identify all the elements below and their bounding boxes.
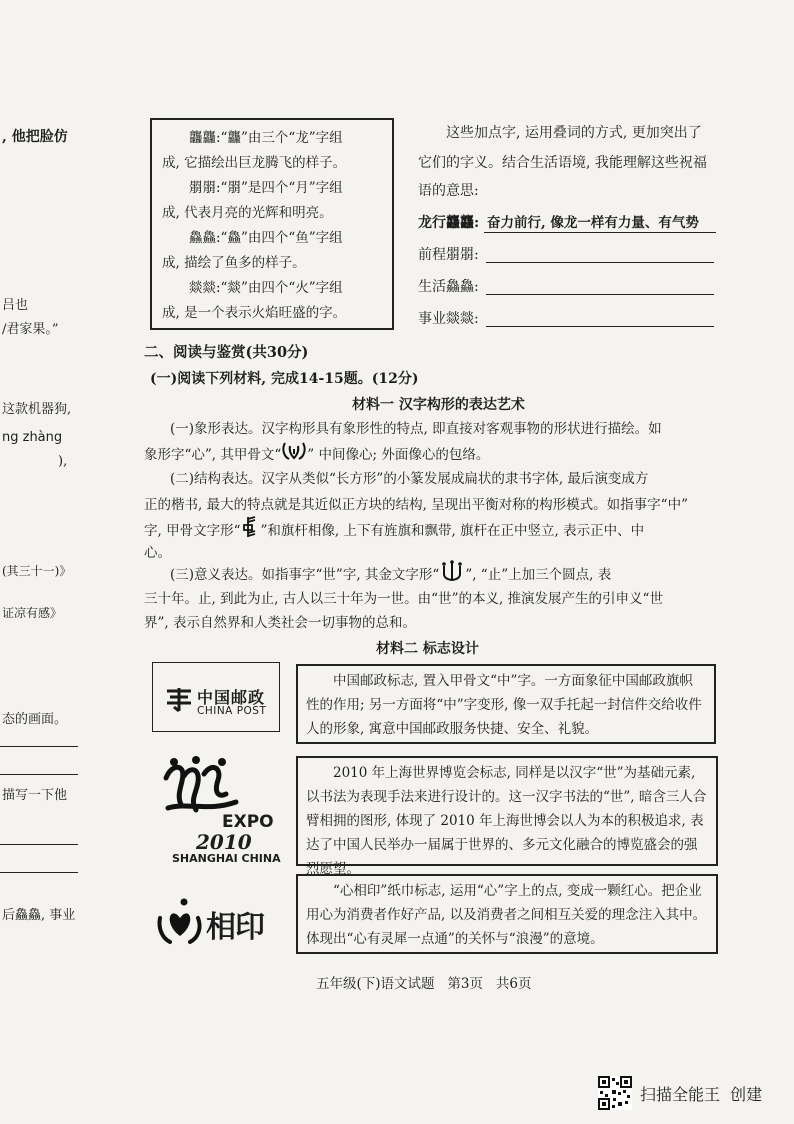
answer-line[interactable] bbox=[486, 294, 714, 295]
heart-icon bbox=[154, 896, 206, 946]
answer-line[interactable] bbox=[486, 262, 714, 263]
watermark-text: 扫描全能王 创建 bbox=[640, 1085, 763, 1104]
answer-value: 奋力前行, 像龙一样有力量、有气势 bbox=[487, 215, 699, 231]
answer-line bbox=[0, 872, 78, 873]
paragraph-line: 正的楷书, 最大的特点就是其近似正方块的结构, 呈现出平衡对称的构形模式。如指事字“中” bbox=[144, 497, 688, 513]
section-title: 二、阅读与鉴赏(共30分) bbox=[144, 344, 309, 361]
expo-city: SHANGHAI CHINA bbox=[172, 852, 281, 865]
post-description: 中国邮政标志, 置入甲骨文“中”字。一方面象征中国邮政旗帜性的作用; 另一方面将“中”字变形, 像一双手托起一封信件交给收件人的形象, 寓意中国邮政服务快捷、安全、礼貌。 bbox=[306, 673, 702, 737]
text-span: 象形字“心”, 其甲骨文“ bbox=[144, 447, 282, 463]
text-span: (三)意义表达。如指事字“世”字, 其金文字形“ bbox=[170, 567, 440, 583]
china-post-emblem-icon bbox=[165, 685, 193, 713]
paragraph-line: 心。 bbox=[144, 545, 171, 561]
qr-code-icon bbox=[598, 1076, 632, 1110]
box-line: 成, 它描绘出巨龙腾飞的样子。 bbox=[162, 155, 347, 171]
china-post-logo bbox=[152, 662, 280, 732]
expo-description-box bbox=[296, 756, 718, 877]
left-fragment: 证凉有感》 bbox=[2, 606, 63, 620]
left-fragment: /君家果。” bbox=[2, 322, 59, 337]
answer-label: 前程朤朤: bbox=[418, 247, 479, 263]
answer-line bbox=[0, 774, 78, 775]
box-line: 成, 描绘了鱼多的样子。 bbox=[162, 255, 306, 271]
answer-line bbox=[0, 844, 78, 845]
left-fragment: ng zhàng bbox=[2, 430, 63, 445]
post-description-box bbox=[296, 664, 716, 744]
paragraph-line: 三十年。止, 到此为止, 古人以三十年为一世。由“世”的本义, 推演发展产生的引申义“世 bbox=[144, 591, 663, 607]
paragraph-line bbox=[144, 516, 644, 547]
oracle-zhong-glyph bbox=[240, 516, 260, 547]
expo-word: EXPO bbox=[222, 812, 274, 832]
intro-line: 它们的字义。结合生活语境, 我能理解这些祝福 bbox=[418, 155, 707, 171]
intro-line: 语的意思: bbox=[418, 183, 479, 199]
material-title: 材料一 汉字构形的表达艺术 bbox=[352, 397, 525, 413]
box-line: 朤朤:“朤”是四个“月”字组 bbox=[189, 180, 343, 196]
page-footer: 五年级(下)语文试题 第3页 共6页 bbox=[316, 976, 532, 992]
text-span: ” 中间像心; 外面像心的包络。 bbox=[307, 447, 490, 463]
intro-line: 这些加点字, 运用叠词的方式, 更加突出了 bbox=[446, 125, 702, 141]
expo-description: 2010 年上海世界博览会标志, 同样是以汉字“世”为基础元素, 以书法为表现手法来进行设计的。这一汉字书法的“世”, 暗含三人合臂相拥的图形, 体现了 2010 年上海世博会以人为本的积极追求, 表达了中国人民举办一届属于世界的、多元文化融合的博览盛会的强烈愿望。 bbox=[306, 765, 707, 877]
text-span: ”和旗杆相像, 上下有旌旗和飘带, 旗杆在正中竖立, 表示正中、中 bbox=[260, 523, 645, 539]
box-line: 燚燚:“燚”由四个“火”字组 bbox=[189, 280, 343, 296]
heart-text: 相印 bbox=[206, 910, 264, 945]
left-fragment: ), bbox=[58, 454, 68, 469]
answer-line[interactable] bbox=[486, 326, 714, 327]
box-line: 龘龘:“龘”由三个“龙”字组 bbox=[189, 130, 343, 146]
left-fragment: 后鱻鱻, 事业 bbox=[2, 908, 76, 923]
expo-calligraphy-icon bbox=[160, 754, 244, 818]
left-fragment: (其三十一)》 bbox=[2, 564, 72, 578]
subsection-title: (一)阅读下列材料, 完成14-15题。(12分) bbox=[150, 371, 419, 387]
answer-line bbox=[0, 746, 78, 747]
left-fragment: 吕也 bbox=[2, 298, 29, 313]
material-title: 材料二 标志设计 bbox=[376, 641, 479, 657]
paragraph-line: 界”, 表示自然界和人类社会一切事物的总和。 bbox=[144, 615, 416, 631]
answer-label: 事业燚燚: bbox=[418, 311, 479, 327]
box-line: 成, 是一个表示火焰旺盛的字。 bbox=[162, 305, 347, 321]
answer-label: 生活鱻鱻: bbox=[418, 279, 479, 295]
xinxiangyin-logo bbox=[152, 888, 286, 952]
answer-line bbox=[484, 232, 716, 233]
expo-2010-logo bbox=[152, 754, 286, 868]
paragraph-line: (二)结构表达。汉字从类似“长方形”的小篆发展成扁状的隶书字体, 最后演变成方 bbox=[170, 471, 649, 487]
answer-label: 龙行龘龘: bbox=[418, 215, 480, 231]
china-post-cn: 中国邮政 bbox=[197, 688, 266, 707]
left-fragment: , 他把脸仿 bbox=[2, 129, 68, 145]
text-span: ”, “止”上加三个圆点, 表 bbox=[465, 567, 612, 583]
left-fragment: 这款机器狗, bbox=[2, 402, 72, 417]
paragraph-line: (一)象形表达。汉字构形具有象形性的特点, 即直接对客观事物的形状进行描绘。如 bbox=[170, 421, 662, 437]
box-line: 鱻鱻:“鱻”由四个“鱼”字组 bbox=[189, 230, 343, 246]
left-fragment: 态的画面。 bbox=[2, 712, 68, 727]
expo-year: 2010 bbox=[196, 830, 252, 854]
character-explanation-box bbox=[150, 118, 394, 330]
text-span: 字, 甲骨文字形“ bbox=[144, 523, 241, 539]
china-post-en: CHINA POST bbox=[197, 705, 267, 717]
heart-description: “心相印”纸巾标志, 运用“心”字上的点, 变成一颗红心。把企业用心为消费者作好产品, 以及消费者之间相互关爱的理念注入其中。体现出“心有灵犀一点通”的关怀与“浪漫”的意境。 bbox=[306, 883, 707, 947]
heart-description-box bbox=[296, 874, 718, 954]
left-fragment: 描写一下他 bbox=[2, 788, 68, 803]
box-line: 成, 代表月亮的光辉和明亮。 bbox=[162, 205, 333, 221]
